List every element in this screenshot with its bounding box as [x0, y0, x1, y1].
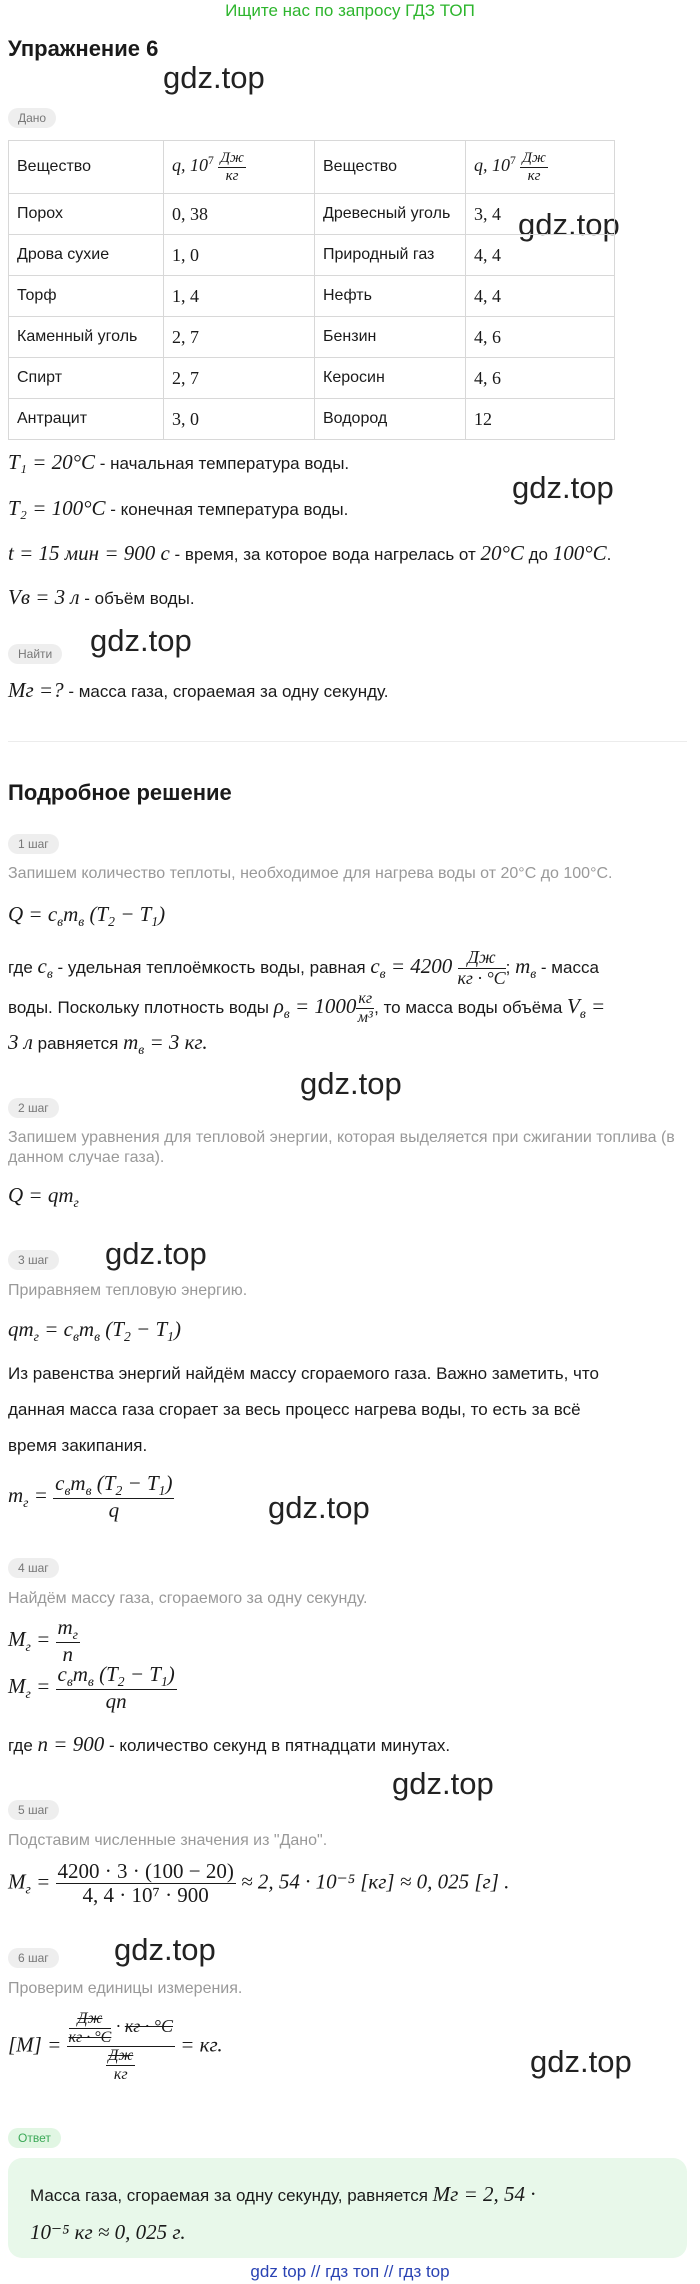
table-cell: 4, 6	[466, 358, 615, 399]
table-cell: 1, 0	[164, 235, 315, 276]
answer-line: Масса газа, сгораемая за одну секунду, равняется Mг = 2, 54 ·	[30, 2182, 536, 2206]
table-cell: Бензин	[315, 317, 466, 358]
table-cell: Порох	[9, 194, 164, 235]
search-banner: Ищите нас по запросу ГДЗ ТОП	[225, 1, 475, 20]
given-badge: Дано	[8, 108, 56, 128]
watermark: gdz.top	[105, 1236, 207, 1271]
step-badge: 5 шаг	[8, 1800, 59, 1820]
step3-paragraph: данная масса газа сгорает за весь процесс нагрева воды, то есть за всё	[8, 1400, 581, 1419]
table-cell: Водород	[315, 399, 466, 440]
table-cell: Спирт	[9, 358, 164, 399]
divider	[8, 741, 687, 742]
table-cell: 1, 4	[164, 276, 315, 317]
step3-paragraph: время закипания.	[8, 1436, 148, 1455]
watermark: gdz.top	[300, 1066, 402, 1101]
page-title: Упражнение 6	[8, 36, 159, 61]
formula-units-check: [M] = $\frac{Дж}{кг \cdot ^\circ C}$ · кг · °C $\frac{Дж}{кг}$ = кг.	[8, 2010, 223, 2083]
formula-fuel-energy: $Q = qm_г$	[8, 1183, 79, 1211]
table-header-cell: q, $10^7$ $\frac{Дж}{кг}$	[164, 141, 315, 194]
watermark: gdz.top	[512, 470, 614, 505]
table-header-cell: Вещество	[9, 141, 164, 194]
answer-line: 10⁻⁵ кг ≈ 0, 025 г.	[30, 2220, 186, 2244]
step-note: Приравняем тепловую энергию.	[8, 1282, 248, 1299]
table-row	[9, 358, 615, 399]
watermark: gdz.top	[530, 2044, 632, 2079]
formula-mass-rate: $M_г$ = $\frac{m_г}{n}$	[8, 1615, 78, 1667]
watermark: gdz.top	[268, 1490, 370, 1525]
step1-line3: 3 л равняется $m_в = 3$ кг.	[8, 1030, 208, 1058]
table-cell: Дрова сухие	[9, 235, 164, 276]
answer-badge: Ответ	[8, 2128, 61, 2148]
table-cell: Керосин	[315, 358, 466, 399]
table-cell: Каменный уголь	[9, 317, 164, 358]
table-header-cell: q, $10^7$ $\frac{Дж}{кг}$	[466, 141, 615, 194]
formula-substitution: $M_г$ = $\frac{4200 \cdot 3 \cdot (100 - 20)}{\text{4, 4 · 10⁷ · 900}}$ ≈ 2, 54 · 10⁻⁵ [кг] ≈ 0, 025 [г] .	[8, 1859, 510, 1908]
step-note: Найдём массу газа, сгораемого за одну секунду.	[8, 1590, 368, 1607]
table-header-cell: Вещество	[315, 141, 466, 194]
solution-title: Подробное решение	[8, 780, 232, 805]
table-cell: 0, 38	[164, 194, 315, 235]
step1-line1: где $c_в$ - удельная теплоёмкость воды, равная $c_в = 4200$ $\frac{Дж}{кг \cdot ^\circ C}$ ; $m_в$ - масса	[8, 947, 599, 988]
formula-heat: $Q = c_вm_в$ $(T_2 - T_1)$	[8, 902, 166, 930]
step-badge: 4 шаг	[8, 1558, 59, 1578]
table-cell: 4, 4	[466, 276, 615, 317]
table-cell: Торф	[9, 276, 164, 317]
formula-mass-rate-full: $M_г$ = $\frac{c_вm_в (T_2 - T_1)}{qn}$	[8, 1662, 175, 1714]
watermark: gdz.top	[518, 207, 620, 242]
watermark: gdz.top	[163, 60, 265, 95]
step-note: Проверим единицы измерения.	[8, 1980, 243, 1997]
given-time: t = 15 мин = 900 с - время, за которое вода нагрелась от 20°C до 100°C.	[8, 541, 612, 565]
table-cell: 2, 7	[164, 317, 315, 358]
step-badge: 2 шаг	[8, 1098, 59, 1118]
fuel-table	[8, 140, 615, 440]
watermark: gdz.top	[114, 1932, 216, 1967]
table-row	[9, 276, 615, 317]
find-badge: Найти	[8, 644, 62, 664]
table-row	[9, 194, 615, 235]
step-badge: 1 шаг	[8, 834, 59, 854]
step-note: Запишем уравнения для тепловой энергии, которая выделяется при сжигании топлива (в данном случае газа).	[8, 1129, 675, 1166]
table-cell: Нефть	[315, 276, 466, 317]
step-note: Запишем количество теплоты, необходимое для нагрева воды от 20°C до 100°C.	[8, 865, 613, 882]
step1-line2: воды. Поскольку плотность воды $\rho_в = 1000$ $\frac{кг}{\text{м³}}$ , то масса воды объёма $V_в$ =	[8, 990, 606, 1026]
given-t2: T₂ = 100°C - конечная температура воды.	[8, 496, 349, 520]
table-row	[9, 235, 615, 276]
table-row	[9, 399, 615, 440]
find-statement: Mг =? - масса газа, сгораемая за одну секунду.	[8, 678, 389, 702]
formula-mass-gas: $m_г$ = $\frac{c_вm_в (T_2 - T_1)}{q}$	[8, 1471, 173, 1523]
footer-links[interactable]: gdz top // гдз топ // гдз top	[250, 2262, 450, 2281]
step-badge: 6 шаг	[8, 1948, 59, 1968]
table-header-row	[9, 141, 615, 194]
watermark: gdz.top	[90, 623, 192, 658]
table-cell: 12	[466, 399, 615, 440]
step4-where: где n = 900 - количество секунд в пятнадцати минутах.	[8, 1732, 451, 1756]
table-cell: 2, 7	[164, 358, 315, 399]
given-volume: Vв = 3 л - объём воды.	[8, 585, 195, 609]
given-t1: T₁ = 20°C - начальная температура воды.	[8, 450, 350, 474]
watermark: gdz.top	[392, 1766, 494, 1801]
formula-equality: $qm_г = c_вm_в$ $(T_2 - T_1)$	[8, 1317, 181, 1345]
table-cell: Природный газ	[315, 235, 466, 276]
answer-box	[8, 2158, 687, 2258]
step3-paragraph: Из равенства энергий найдём массу сгораемого газа. Важно заметить, что	[8, 1364, 599, 1383]
table-cell: Древесный уголь	[315, 194, 466, 235]
table-cell: 4, 4	[466, 235, 615, 276]
table-row	[9, 317, 615, 358]
step-note: Подставим численные значения из "Дано".	[8, 1832, 328, 1849]
table-cell: Антрацит	[9, 399, 164, 440]
table-cell: 4, 6	[466, 317, 615, 358]
table-cell: 3, 0	[164, 399, 315, 440]
step-badge: 3 шаг	[8, 1250, 59, 1270]
table-cell: 3, 4	[466, 194, 615, 235]
